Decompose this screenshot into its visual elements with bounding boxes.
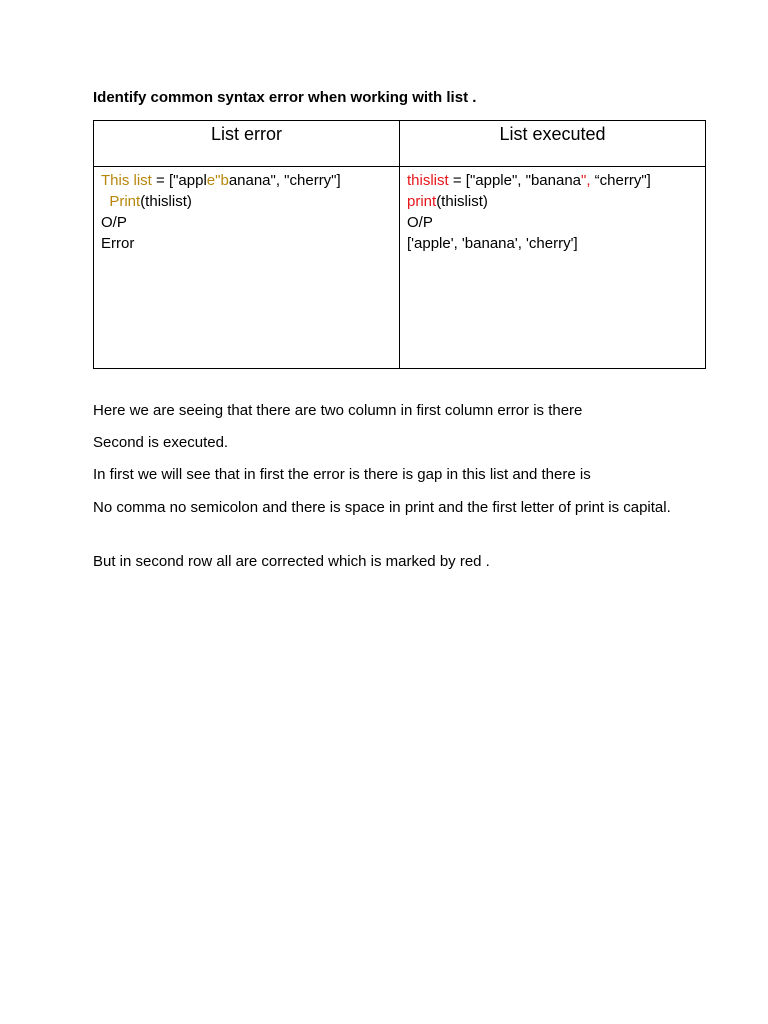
table-header-row <box>94 121 706 167</box>
code-segment: (thislist) <box>436 193 488 210</box>
executed-code-line-1 <box>407 170 705 191</box>
table-body-row <box>94 167 706 369</box>
document-heading: Identify common syntax error when working with list . <box>93 89 477 106</box>
code-segment: thislist <box>407 172 449 189</box>
code-segment: (thislist) <box>140 193 192 210</box>
code-segment: = ["apple", "banana <box>448 172 582 189</box>
executed-output-label: O/P <box>407 214 433 231</box>
code-segment: anana", "cherry"] <box>228 172 341 189</box>
code-segment: e"b <box>206 172 229 189</box>
executed-output-value: ['apple', 'banana', 'cherry'] <box>407 235 578 252</box>
error-code-line-1 <box>101 170 399 191</box>
code-segment: This list <box>101 172 152 189</box>
executed-code-cell <box>400 167 706 369</box>
error-code-cell <box>94 167 400 369</box>
comparison-table <box>93 120 706 369</box>
header-cell-list-executed <box>400 121 706 167</box>
header-cell-list-error <box>94 121 400 167</box>
paragraph-2: Second is executed. <box>93 434 229 451</box>
paragraph-1: Here we are seeing that there are two column in first column error is there <box>93 402 583 419</box>
code-segment: “cherry"] <box>590 172 651 189</box>
code-segment: print <box>407 193 437 210</box>
code-segment: = ["appl <box>151 172 207 189</box>
error-output-value: Error <box>101 235 135 252</box>
error-code-line-2 <box>101 191 399 212</box>
code-segment: ", <box>581 172 591 189</box>
paragraph-5: But in second row all are corrected which is marked by red . <box>93 553 490 570</box>
code-segment: Print <box>109 193 141 210</box>
header-list-error: List error <box>210 124 282 144</box>
paragraph-3: In first we will see that in first the error is there is gap in this list and there is <box>93 466 591 483</box>
error-output-label: O/P <box>101 214 127 231</box>
header-list-executed: List executed <box>499 124 606 144</box>
executed-code-line-2 <box>407 191 705 212</box>
paragraph-4: No comma no semicolon and there is space in print and the first letter of print is capital. <box>93 499 671 516</box>
